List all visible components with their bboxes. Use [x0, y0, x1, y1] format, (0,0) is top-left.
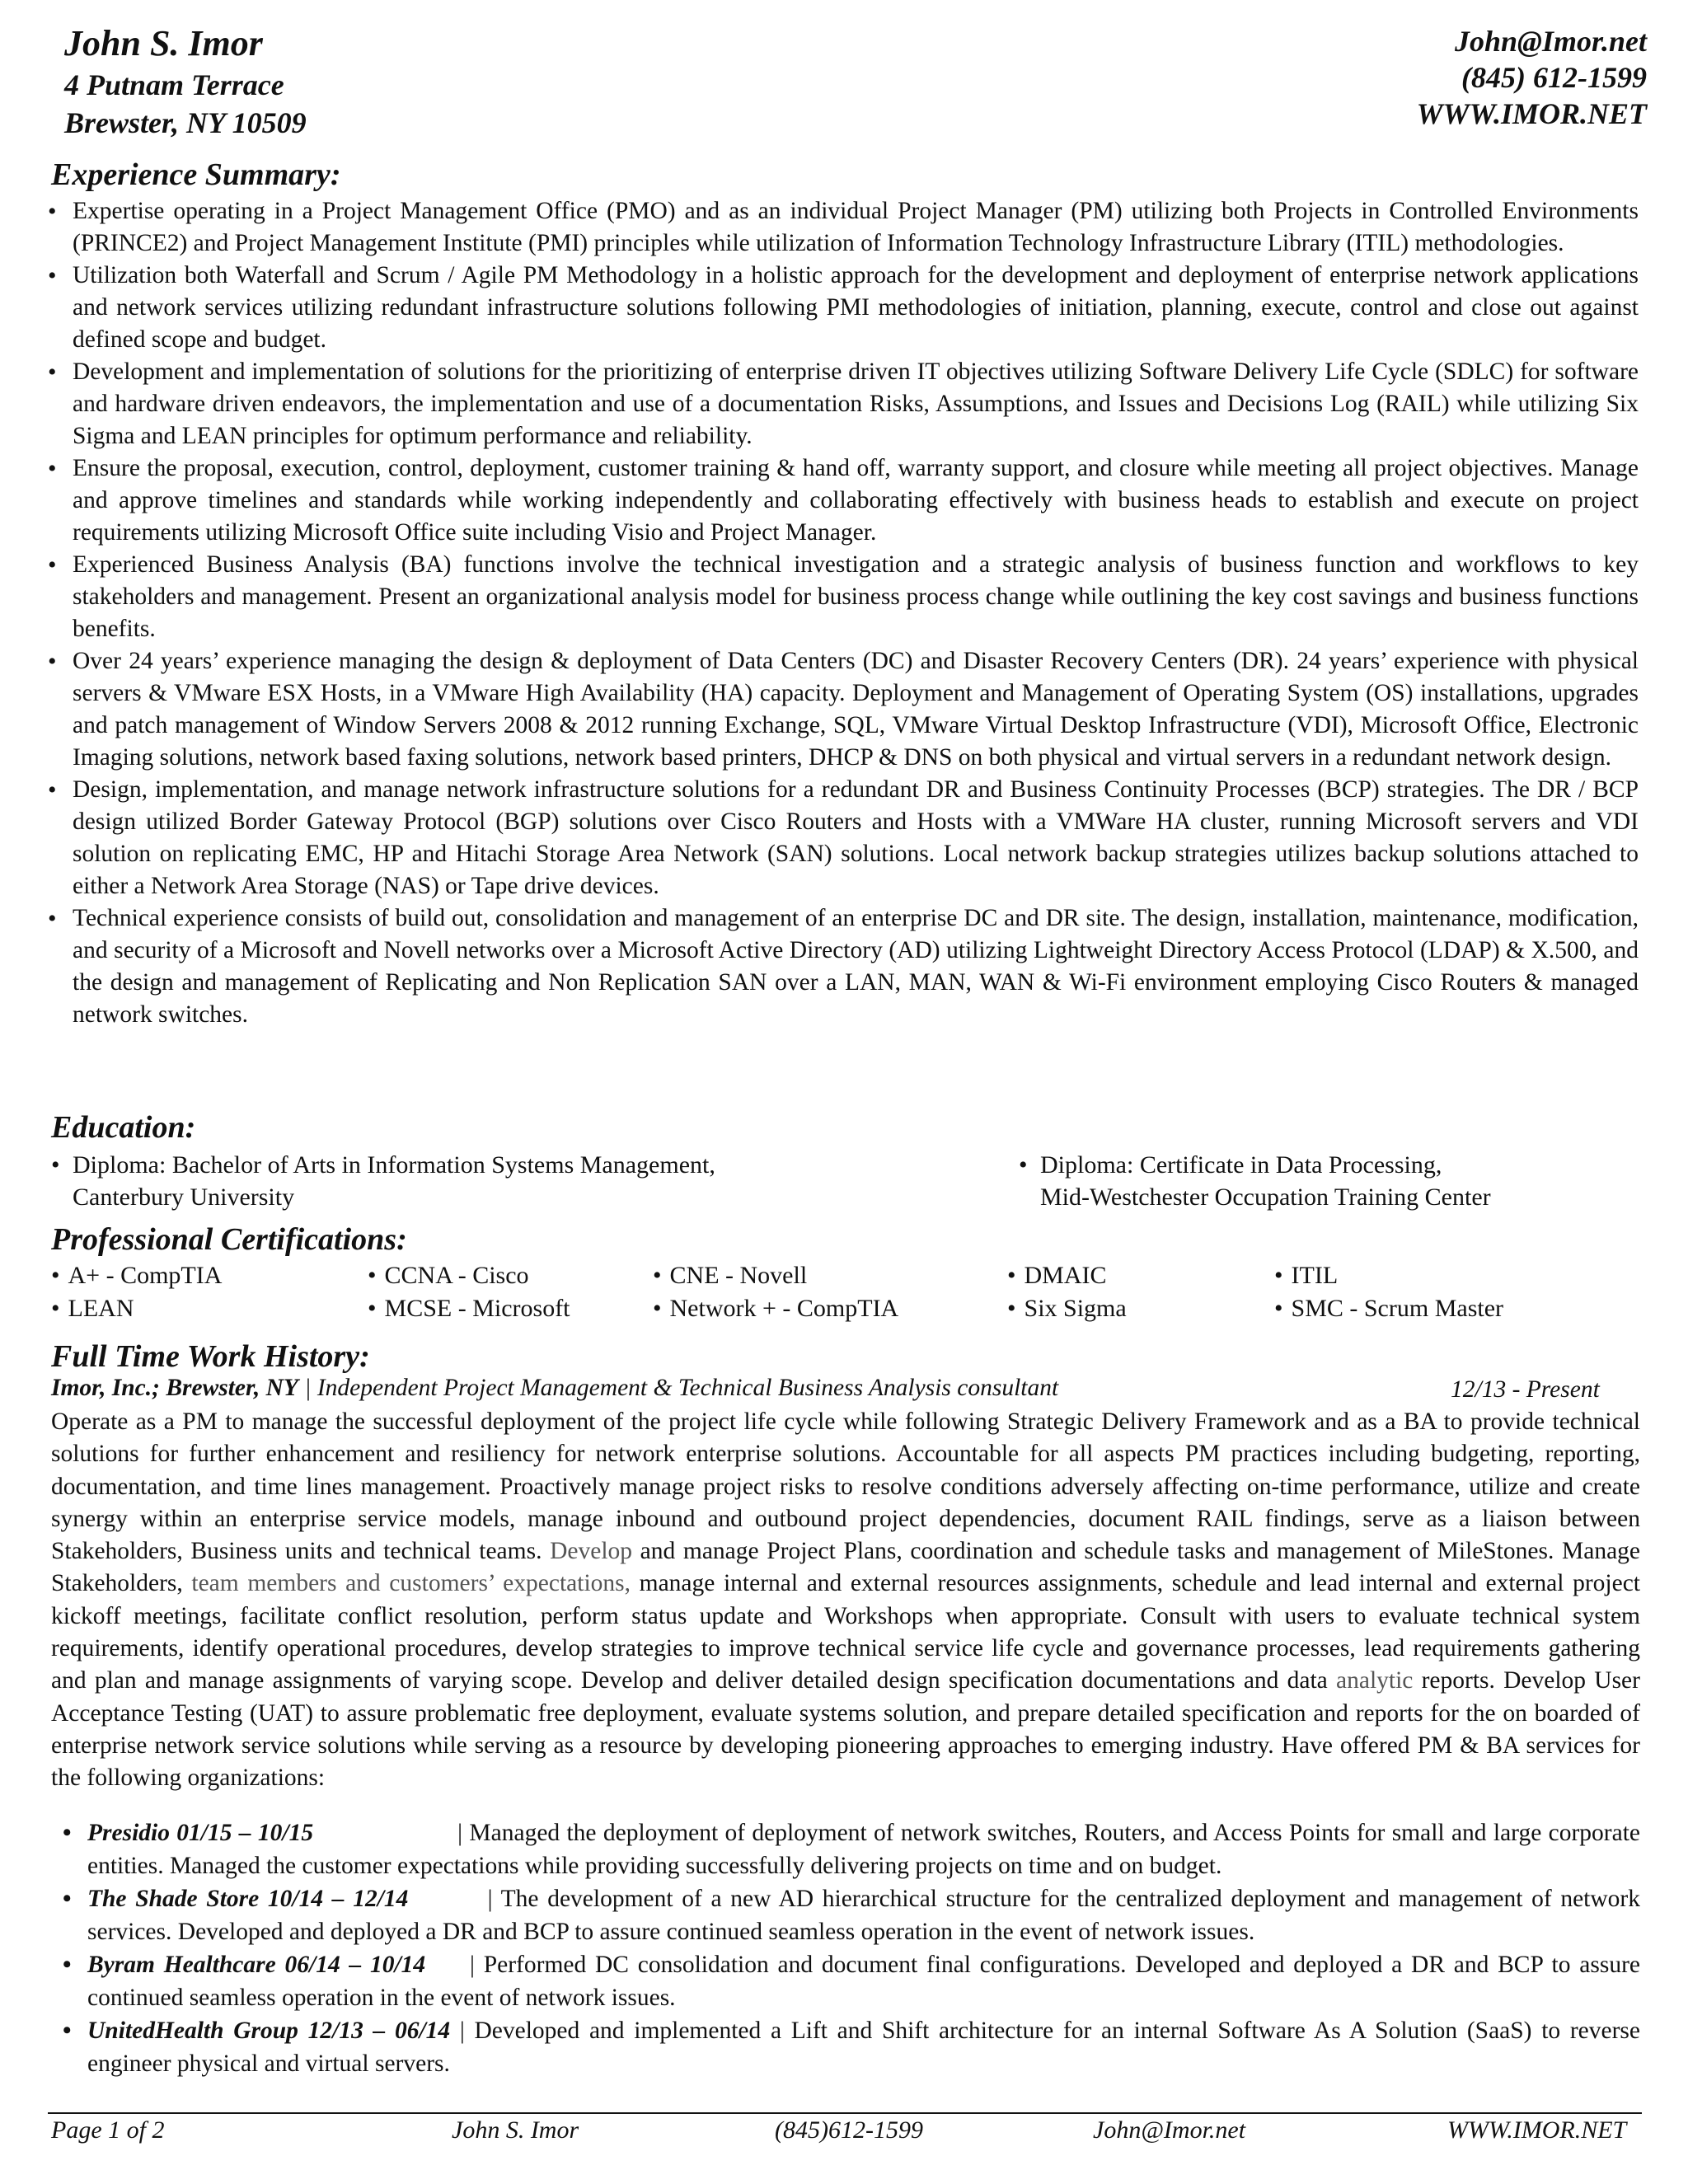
cert-item: • Network + - CompTIA [653, 1295, 899, 1322]
work-text: and manage Project Plans, coordination and schedule tasks and management of MileStones. Manage Stakeholders, [51, 1538, 1641, 1597]
footer-website[interactable]: WWW.IMOR.NET [1447, 2116, 1627, 2144]
address-line-1: 4 Putnam Terrace [64, 68, 284, 101]
footer-name: John S. Imor [452, 2116, 579, 2144]
work-text: analytic [1327, 1667, 1414, 1694]
education-item-line2: Canterbury University [73, 1183, 295, 1211]
client-name: Presidio 01/15 – 10/15 [87, 1820, 314, 1846]
employment-dates: 12/13 - Present [1451, 1376, 1600, 1403]
work-text: manage internal and external resources assignments, schedule and lead internal and external project kickoff meetings, facilitate conflict resolution, perform status update and Workshops when appropriate. Consult with users to evaluate technical system requirements, identify operational procedures, develop strategies to improve technical service life cycle and governance processes, lead requirements gathering and plan and manage assignments of varying scope. Develop and deliver detailed design specification documentations and data [51, 1570, 1640, 1694]
work-text: reports. Develop User Acceptance Testing (UAT) to assure problematic free deployment, evaluate systems solution, and prepare detailed specification and reports for the on boarded of enterprise network service solutions while serving as a resource by developing pioneering approaches to emerging industry. Have offered PM & BA services for the following organizations: [51, 1667, 1640, 1792]
client-item [87, 1948, 1640, 2014]
experience-heading: Experience Summary: [51, 157, 341, 192]
work-text: Develop [542, 1538, 633, 1565]
footer-email[interactable]: John@Imor.net [1093, 2116, 1246, 2144]
work-text: team members and customers’ expectations, [182, 1570, 631, 1597]
contact-block-right [1417, 23, 1647, 132]
client-name: The Shade Store 10/14 – 12/14 [87, 1886, 409, 1912]
phone-number: (845) 612-1599 [1461, 61, 1647, 94]
client-item [87, 1816, 1640, 1882]
client-name: Byram Healthcare 06/14 – 10/14 [87, 1952, 426, 1978]
experience-bullet: • Design, implementation, and manage network infrastructure solutions for a redundant DR and Business Continuity Processes (BCP) strategies. The DR / BCP design utilized Border Gateway Protocol (BGP) solutions over Cisco Routers and Hosts with a VMWare HA cluster, running Microsoft servers and VDI solution on replicating EMC, HP and Hitachi Storage Area Network (SAN) solutions. Local network backup strategies utilizes backup solutions attached to either a Network Area Storage (NAS) or Tape drive devices. [73, 774, 1639, 902]
work-history-heading: Full Time Work History: [51, 1339, 370, 1374]
person-name: John S. Imor [64, 23, 263, 63]
client-description: | The development of a new AD hierarchical structure for the centralized deployment and management of network services. Developed and deployed a DR and BCP to assure continued seamless operation in the event of network issues. [87, 1886, 1640, 1945]
cert-item: • Six Sigma [1007, 1295, 1127, 1322]
experience-bullet: • Over 24 years’ experience managing the design & deployment of Data Centers (DC) and Disaster Recovery Centers (DR). 24 years’ experience with physical servers & VMware ESX Hosts, in a VMware High Availability (HA) capacity. Deployment and Management of Operating System (OS) installations, upgrades and patch management of Window Servers 2008 & 2012 running Exchange, SQL, VMware Virtual Desktop Infrastructure (VDI), Microsoft Office, Electronic Imaging solutions, network based faxing solutions, network based printers, DHCP & DNS on both physical and virtual servers in a redundant network design. [73, 645, 1639, 774]
experience-bullet: • Technical experience consists of build out, consolidation and management of an enterprise DC and DR site. The design, installation, maintenance, modification, and security of a Microsoft and Novell networks over a Microsoft Active Directory (AD) utilizing Lightweight Directory Access Protocol (LDAP) & X.500, and the design and management of Replicating and Non Replication SAN over a LAN, MAN, WAN & Wi-Fi environment employing Cisco Routers & managed network switches. [73, 902, 1639, 1031]
education-item-line1: Diploma: Certificate in Data Processing, [1040, 1151, 1442, 1179]
education-item-line2: Mid-Westchester Occupation Training Center [1040, 1183, 1491, 1211]
address-line-2: Brewster, NY 10509 [64, 106, 307, 139]
client-name: UnitedHealth Group 12/13 – 06/14 [87, 2018, 451, 2044]
footer-phone: (845)612-1599 [775, 2116, 923, 2144]
client-item [87, 1882, 1640, 1948]
website-link[interactable]: WWW.IMOR.NET [1416, 97, 1647, 130]
education-item: • Diploma: Bachelor of Arts in Information Systems Management, Canterbury University [73, 1149, 715, 1213]
experience-bullet: • Expertise operating in a Project Management Office (PMO) and as an individual Project Manager (PM) utilizing both Projects in Controlled Environments (PRINCE2) and Project Management Institute (PMI) principles while utilization of Information Technology Infrastructure Library (ITIL) methodologies. [73, 195, 1639, 260]
client-description: | Developed and implemented a Lift and Shift architecture for an internal Software As A Solution (SaaS) to reverse engineer physical and virtual servers. [87, 2018, 1641, 2077]
client-list [87, 1816, 1640, 2080]
employer-line [51, 1375, 1058, 1402]
work-description [51, 1406, 1640, 1795]
contact-block-left [64, 21, 307, 142]
employer-name: Imor, Inc.; Brewster, NY [51, 1375, 298, 1401]
cert-item: • ITIL [1274, 1262, 1339, 1289]
experience-bullet: • Utilization both Waterfall and Scrum / Agile PM Methodology in a holistic approach for the development and deployment of enterprise network applications and network services utilizing redundant infrastructure solutions following PMI methodologies of initiation, planning, execute, control and close out against defined scope and budget. [73, 260, 1639, 356]
cert-item: • MCSE - Microsoft [368, 1295, 570, 1322]
footer-divider [48, 2112, 1642, 2114]
cert-item: • CNE - Novell [653, 1262, 808, 1289]
cert-item: • SMC - Scrum Master [1274, 1295, 1504, 1322]
education-item: • Diploma: Certificate in Data Processing, Mid-Westchester Occupation Training Center [1040, 1149, 1491, 1213]
certifications-heading: Professional Certifications: [51, 1222, 407, 1257]
client-item [87, 2014, 1640, 2080]
education-item-line1: Diploma: Bachelor of Arts in Information Systems Management, [73, 1151, 715, 1179]
client-description: | Performed DC consolidation and document final configurations. Developed and deployed a DR and BCP to assure continued seamless operation in the event of network issues. [87, 1952, 1641, 2011]
experience-list [73, 195, 1639, 1031]
cert-item: • A+ - CompTIA [51, 1262, 223, 1289]
email-link[interactable]: John@Imor.net [1454, 25, 1647, 58]
client-description: | Managed the deployment of deployment of network switches, Routers, and Access Points for small and large corporate entities. Managed the customer expectations while providing successfully delivering projects on time and on budget. [87, 1820, 1641, 1879]
work-text: Operate as a PM to manage the successful deployment of the project life cycle while following Strategic Delivery Framework and as a BA to provide technical solutions for further enhancement and resiliency for network enterprise solutions. Accountable for all aspects PM practices including budgeting, reporting, documentation, and time lines management. Proactively manage project risks to resolve conditions adversely affecting on-time performance, utilize and create synergy within an enterprise service models, manage inbound and outbound project dependencies, document RAIL findings, serve as a liaison between Stakeholders, Business units and technical teams. [51, 1408, 1640, 1565]
cert-item: • LEAN [51, 1295, 134, 1322]
education-heading: Education: [51, 1110, 196, 1145]
experience-bullet: • Experienced Business Analysis (BA) functions involve the technical investigation and a strategic analysis of business function and workflows to key stakeholders and management. Present an organizational analysis model for business process change while outlining the key cost savings and business functions benefits. [73, 549, 1639, 645]
cert-item: • CCNA - Cisco [368, 1262, 529, 1289]
employer-role: | Independent Project Management & Technical Business Analysis consultant [298, 1375, 1059, 1401]
footer-page-number: Page 1 of 2 [51, 2116, 165, 2144]
experience-bullet: • Ensure the proposal, execution, control, deployment, customer training & hand off, warranty support, and closure while meeting all project objectives. Manage and approve timelines and standards while working independently and collaborating effectively with business heads to establish and execute on project requirements utilizing Microsoft Office suite including Visio and Project Manager. [73, 452, 1639, 549]
experience-bullet: • Development and implementation of solutions for the prioritizing of enterprise driven IT objectives utilizing Software Delivery Life Cycle (SDLC) for software and hardware driven endeavors, the implementation and use of a documentation Risks, Assumptions, and Issues and Decisions Log (RAIL) while utilizing Six Sigma and LEAN principles for optimum performance and reliability. [73, 356, 1639, 452]
cert-item: • DMAIC [1007, 1262, 1107, 1289]
